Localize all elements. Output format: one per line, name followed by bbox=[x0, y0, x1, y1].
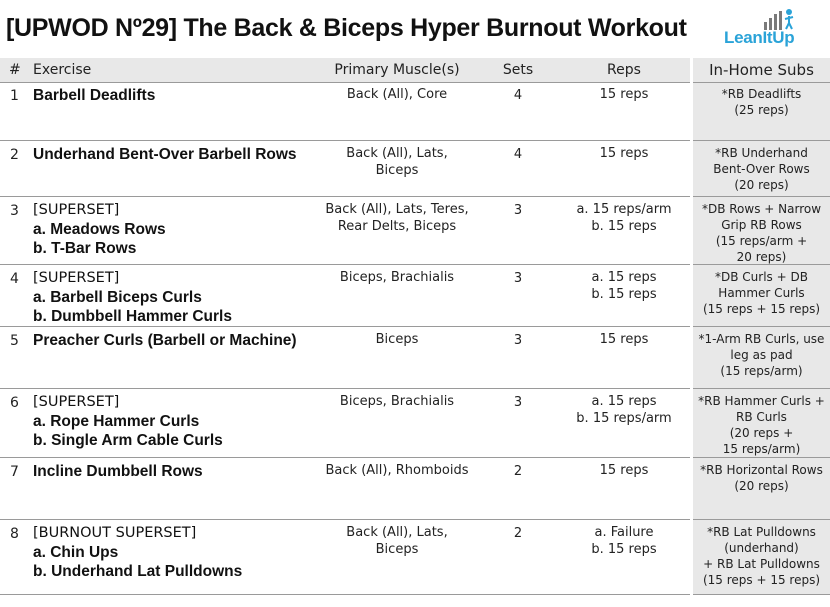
muscle-line: Biceps, Brachialis bbox=[339, 394, 455, 409]
sub-line: *RB Underhand bbox=[715, 146, 808, 160]
sub-line: (20 reps) bbox=[734, 178, 789, 192]
sub-line: (20 reps + bbox=[729, 426, 794, 440]
sub-line: (15 reps + 15 reps) bbox=[702, 573, 821, 587]
primary-muscle bbox=[318, 86, 476, 103]
primary-muscle bbox=[318, 145, 476, 179]
header-muscle: Primary Muscle(s) bbox=[334, 62, 460, 78]
superset-label: [SUPERSET] bbox=[33, 394, 120, 410]
muscle-line: Biceps bbox=[375, 542, 419, 557]
muscle-line: Biceps bbox=[375, 332, 419, 347]
divider bbox=[0, 594, 690, 595]
reps-line: b. 15 reps bbox=[591, 219, 657, 234]
sub-line: 20 reps) bbox=[736, 250, 787, 264]
row-number: 8 bbox=[10, 526, 19, 542]
header-subs: In-Home Subs bbox=[709, 61, 814, 79]
superset-label: [SUPERSET] bbox=[33, 270, 120, 286]
sub-line: (25 reps) bbox=[734, 103, 789, 117]
sub-line: *RB Lat Pulldowns bbox=[707, 525, 816, 539]
divider bbox=[0, 264, 690, 265]
in-home-sub bbox=[693, 462, 830, 494]
sets-value: 2 bbox=[513, 526, 523, 541]
divider bbox=[0, 82, 690, 83]
reps-line: 15 reps bbox=[599, 146, 649, 161]
reps-line: a. Failure bbox=[594, 525, 654, 540]
sets-value: 3 bbox=[513, 395, 523, 410]
muscle-line: Biceps, Brachialis bbox=[339, 270, 455, 285]
primary-muscle bbox=[318, 393, 476, 410]
row-number: 1 bbox=[10, 88, 19, 104]
primary-muscle bbox=[318, 331, 476, 348]
exercise-line: a. Chin Ups bbox=[33, 544, 119, 561]
brand-logo bbox=[724, 8, 826, 48]
row-number: 6 bbox=[10, 395, 19, 411]
reps-value bbox=[560, 524, 688, 558]
reps-line: 15 reps bbox=[599, 87, 649, 102]
sub-line: + RB Lat Pulldowns bbox=[703, 557, 820, 571]
in-home-sub bbox=[693, 393, 830, 457]
primary-muscle bbox=[318, 524, 476, 558]
exercise-name bbox=[33, 462, 203, 481]
reps-line: a. 15 reps bbox=[591, 394, 657, 409]
row-number: 5 bbox=[10, 333, 19, 349]
sub-line: (underhand) bbox=[724, 541, 799, 555]
divider bbox=[693, 140, 830, 141]
sub-line: Bent-Over Rows bbox=[713, 162, 810, 176]
sub-line: (15 reps + 15 reps) bbox=[702, 302, 821, 316]
sets-value: 3 bbox=[513, 271, 523, 286]
exercise-line: b. T-Bar Rows bbox=[33, 240, 137, 257]
divider bbox=[693, 264, 830, 265]
muscle-line: Back (All), Core bbox=[346, 87, 448, 102]
sets-value: 3 bbox=[513, 333, 523, 348]
exercise-line: a. Barbell Biceps Curls bbox=[33, 289, 202, 306]
sub-line: (20 reps) bbox=[734, 479, 789, 493]
muscle-line: Back (All), Lats, bbox=[346, 146, 448, 161]
sub-line: *RB Deadlifts bbox=[721, 87, 802, 101]
reps-value bbox=[560, 393, 688, 427]
sub-line: leg as pad bbox=[730, 348, 793, 362]
muscle-line: Rear Delts, Biceps bbox=[337, 219, 457, 234]
header-num: # bbox=[9, 62, 21, 78]
divider bbox=[693, 457, 830, 458]
in-home-sub bbox=[693, 86, 830, 118]
reps-value bbox=[560, 201, 688, 235]
exercise-line: b. Single Arm Cable Curls bbox=[33, 432, 223, 449]
page-title: [UPWOD Nº29] The Back & Biceps Hyper Burnout Workout bbox=[6, 14, 687, 42]
exercise-name bbox=[33, 331, 297, 350]
reps-line: a. 15 reps/arm bbox=[576, 202, 672, 217]
exercise-line: Incline Dumbbell Rows bbox=[33, 463, 203, 480]
reps-value bbox=[560, 462, 688, 479]
sets-value: 3 bbox=[513, 203, 523, 218]
reps-value bbox=[560, 145, 688, 162]
sub-line: *DB Rows + Narrow bbox=[701, 202, 822, 216]
sub-line: *RB Horizontal Rows bbox=[700, 463, 823, 477]
divider bbox=[693, 82, 830, 83]
reps-value bbox=[560, 86, 688, 103]
brand-logo-text: LeanItUp bbox=[724, 28, 795, 47]
row-number: 7 bbox=[10, 464, 19, 480]
reps-value bbox=[560, 269, 688, 303]
sub-line: RB Curls bbox=[736, 410, 787, 424]
sub-line: *RB Hammer Curls + bbox=[698, 394, 825, 408]
divider bbox=[693, 196, 830, 197]
sub-line: (15 reps/arm) bbox=[720, 364, 803, 378]
divider bbox=[693, 594, 830, 595]
exercise-name bbox=[33, 145, 297, 164]
header-sets: Sets bbox=[502, 62, 534, 78]
exercise-line: Underhand Bent-Over Barbell Rows bbox=[33, 146, 297, 163]
exercise-name bbox=[33, 201, 166, 258]
divider bbox=[0, 326, 690, 327]
divider bbox=[0, 140, 690, 141]
reps-line: 15 reps bbox=[599, 463, 649, 478]
primary-muscle bbox=[318, 462, 476, 479]
in-home-sub bbox=[693, 145, 830, 193]
primary-muscle bbox=[318, 201, 476, 235]
divider bbox=[693, 388, 830, 389]
in-home-sub bbox=[693, 331, 830, 379]
muscle-line: Back (All), Lats, bbox=[346, 525, 448, 540]
exercise-line: a. Rope Hammer Curls bbox=[33, 413, 200, 430]
exercise-line: Preacher Curls (Barbell or Machine) bbox=[33, 332, 297, 349]
divider bbox=[693, 519, 830, 520]
muscle-line: Back (All), Lats, Teres, bbox=[325, 202, 469, 217]
superset-label: [SUPERSET] bbox=[33, 202, 120, 218]
sub-line: Grip RB Rows bbox=[721, 218, 802, 232]
superset-label: [BURNOUT SUPERSET] bbox=[33, 525, 197, 541]
bar-chart-person-icon bbox=[762, 8, 798, 30]
exercise-name bbox=[33, 524, 242, 581]
divider bbox=[0, 388, 690, 389]
sub-line: 15 reps/arm) bbox=[722, 442, 801, 456]
sub-line: Hammer Curls bbox=[718, 286, 805, 300]
reps-line: b. 15 reps/arm bbox=[576, 411, 672, 426]
row-number: 3 bbox=[10, 203, 19, 219]
sets-value: 2 bbox=[513, 464, 523, 479]
header-exercise: Exercise bbox=[33, 62, 92, 78]
muscle-line: Back (All), Rhomboids bbox=[325, 463, 469, 478]
sub-line: *DB Curls + DB bbox=[715, 270, 808, 284]
divider bbox=[693, 326, 830, 327]
in-home-sub bbox=[693, 524, 830, 588]
exercise-line: b. Dumbbell Hammer Curls bbox=[33, 308, 232, 325]
in-home-sub bbox=[693, 269, 830, 317]
reps-line: a. 15 reps bbox=[591, 270, 657, 285]
header-reps: Reps bbox=[607, 62, 641, 78]
divider bbox=[0, 196, 690, 197]
exercise-line: b. Underhand Lat Pulldowns bbox=[33, 563, 243, 580]
row-number: 2 bbox=[10, 147, 19, 163]
reps-line: b. 15 reps bbox=[591, 542, 657, 557]
sub-line: (15 reps/arm + bbox=[715, 234, 808, 248]
reps-line: b. 15 reps bbox=[591, 287, 657, 302]
exercise-name bbox=[33, 86, 155, 105]
exercise-line: Barbell Deadlifts bbox=[33, 87, 156, 104]
exercise-line: a. Meadows Rows bbox=[33, 221, 166, 238]
primary-muscle bbox=[318, 269, 476, 286]
sub-line: *1-Arm RB Curls, use bbox=[698, 332, 825, 346]
row-number: 4 bbox=[10, 271, 19, 287]
sets-value: 4 bbox=[513, 88, 523, 103]
in-home-sub bbox=[693, 201, 830, 265]
reps-line: 15 reps bbox=[599, 332, 649, 347]
divider bbox=[0, 519, 690, 520]
divider bbox=[0, 457, 690, 458]
muscle-line: Biceps bbox=[375, 163, 419, 178]
reps-value bbox=[560, 331, 688, 348]
exercise-name bbox=[33, 393, 223, 450]
sets-value: 4 bbox=[513, 147, 523, 162]
exercise-name bbox=[33, 269, 232, 326]
